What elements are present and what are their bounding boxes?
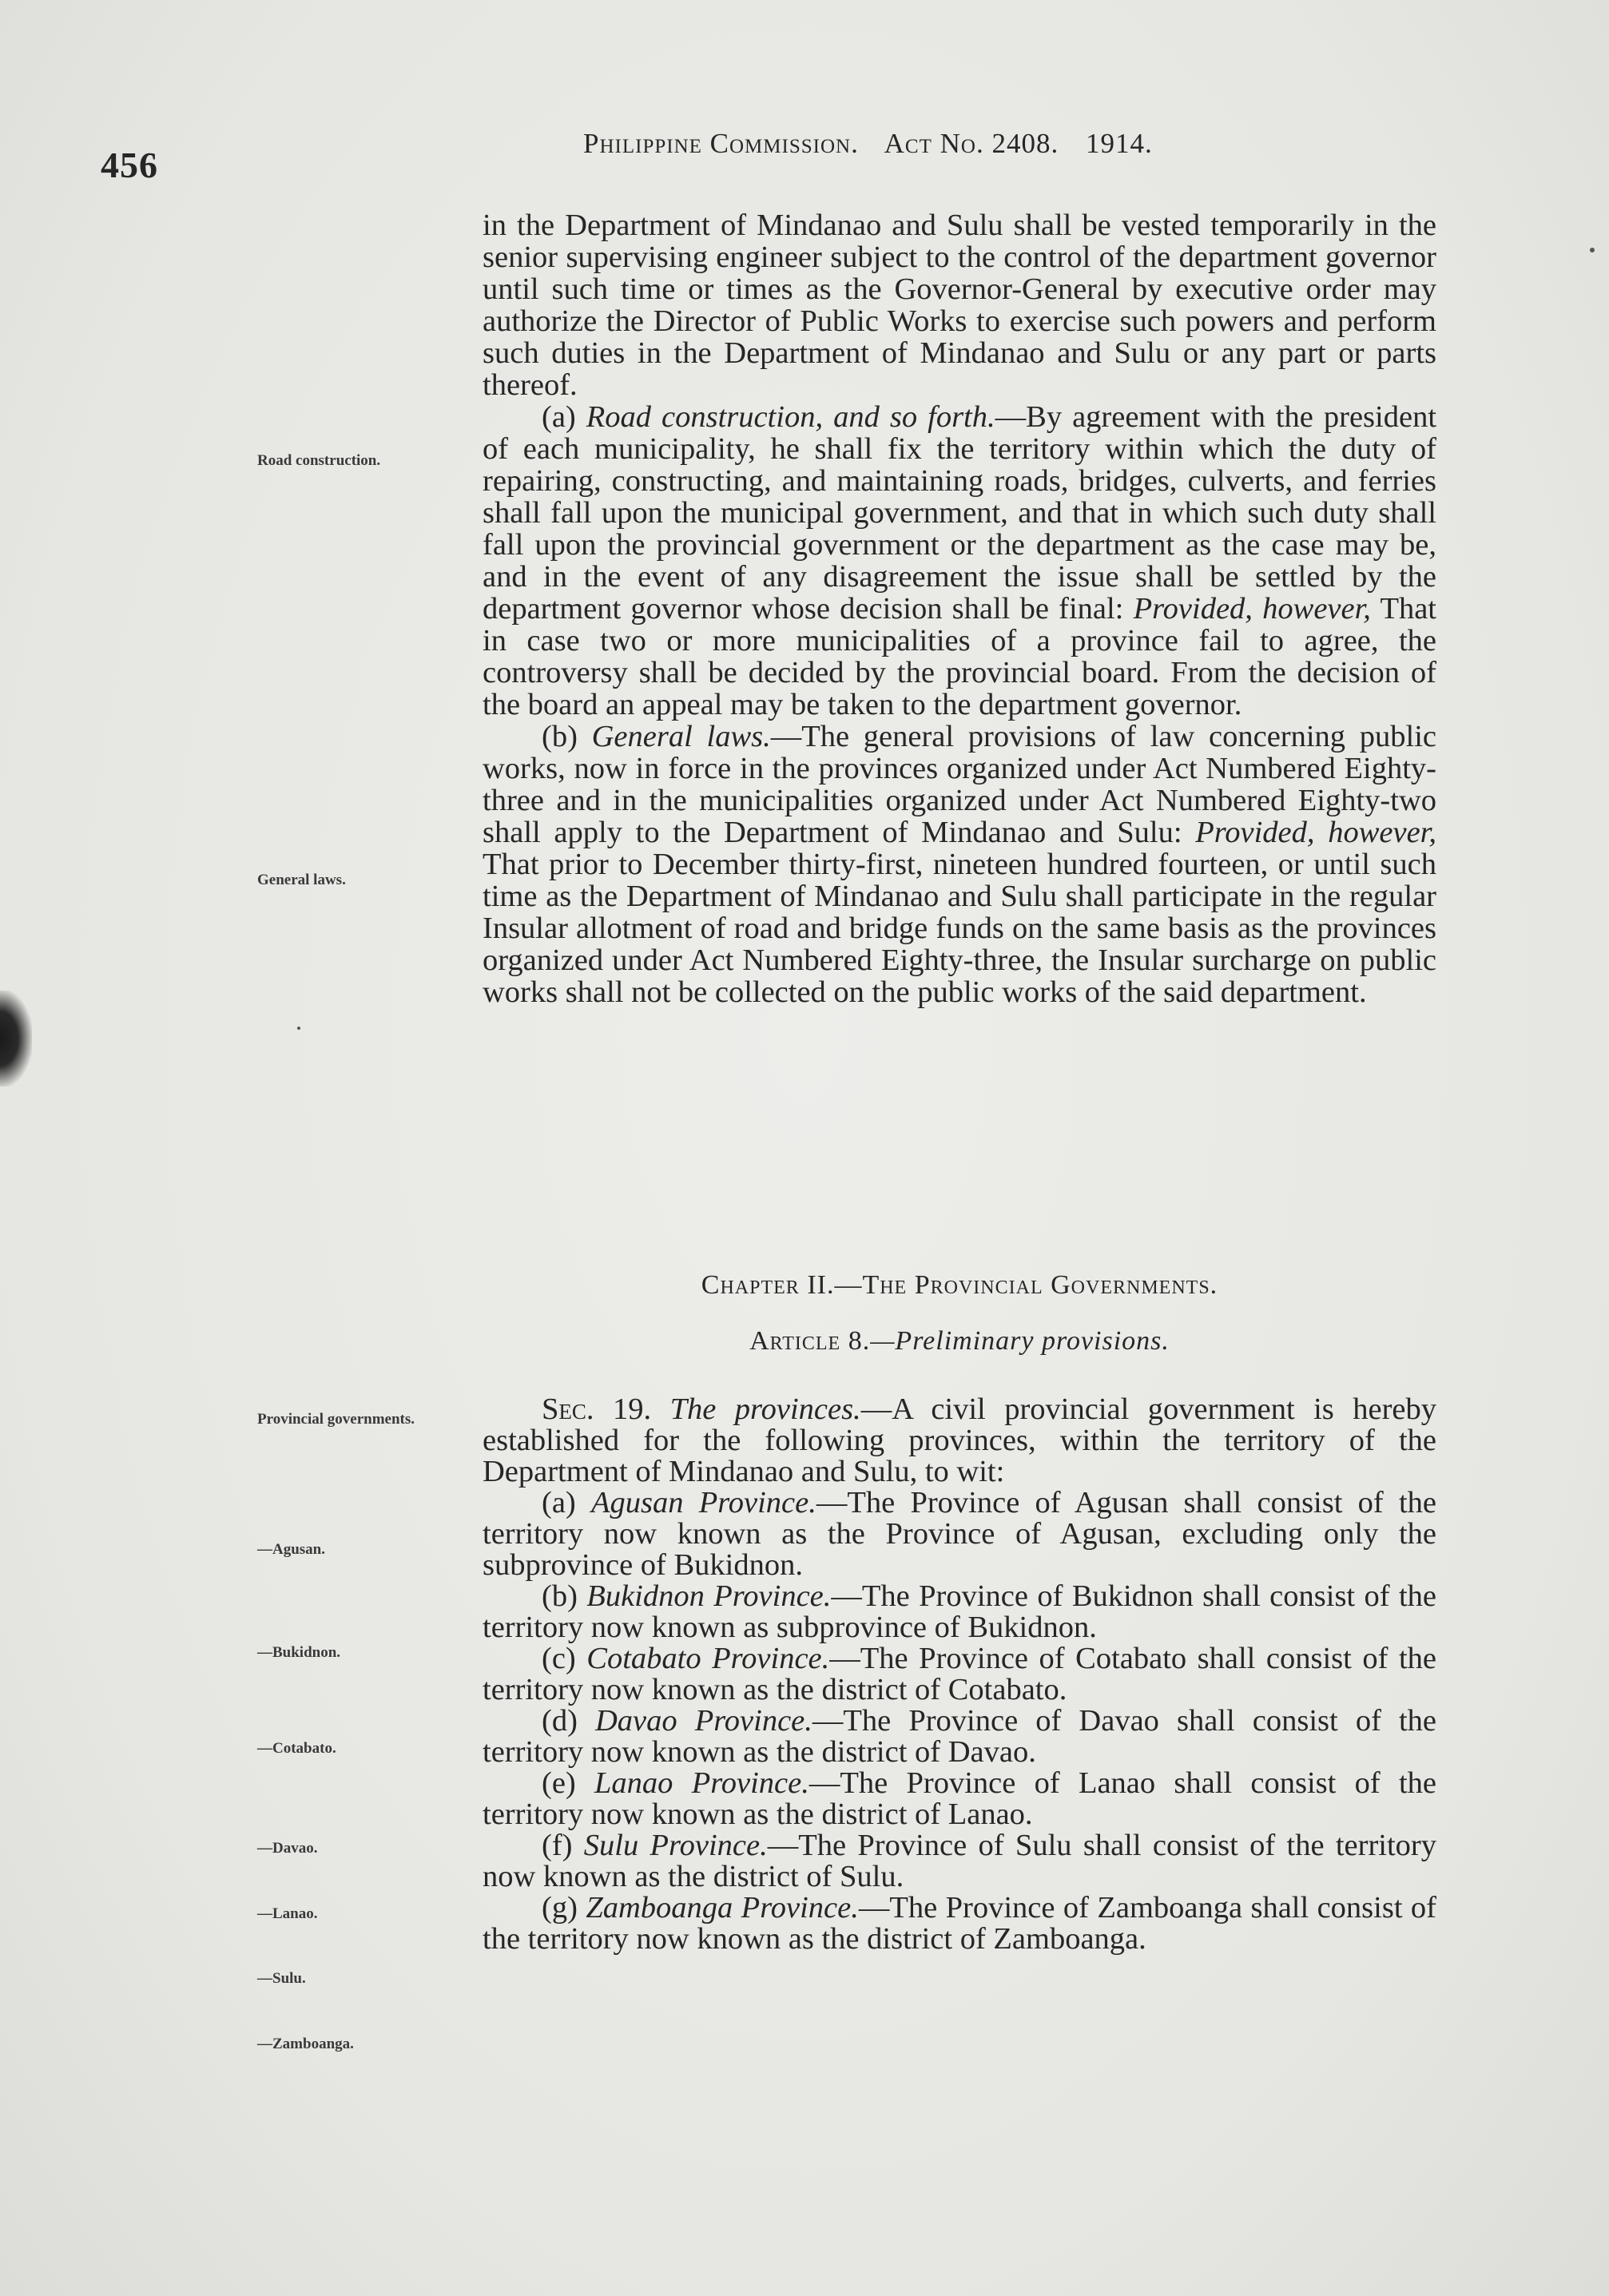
margin-note-cotabato: —Cotabato. [257, 1740, 336, 1757]
province-paragraph [483, 1488, 1436, 1581]
province-marker: (f) [542, 1829, 573, 1862]
province-title: Zamboanga Province. [586, 1891, 859, 1925]
province-marker: (c) [542, 1642, 576, 1675]
province-paragraph [483, 1581, 1436, 1643]
scan-speck [1590, 248, 1595, 252]
province-text: —The Province of Cotabato shall consist of the territory now known as the district of Cotabato. [483, 1642, 1437, 1706]
margin-note-road-construction: Road construction. [257, 452, 381, 469]
margin-note-agusan: —Agusan. [257, 1541, 325, 1558]
margin-note-zamboanga: —Zamboanga. [257, 2036, 354, 2052]
section-label: Sec. 19. [542, 1392, 652, 1426]
province-marker: (a) [542, 1486, 576, 1519]
running-head-year: 1914. [1085, 128, 1153, 159]
province-paragraph [483, 1706, 1436, 1768]
province-text: —The Province of Bukidnon shall consist of the territory now known as subprovince of Bukidnon. [483, 1579, 1436, 1644]
margin-note-davao: —Davao. [257, 1840, 318, 1857]
road-marker: (a) [542, 400, 576, 434]
article-label: Article 8. [749, 1326, 871, 1356]
general-text-1: —The general provisions of law concerning public works, now in force in the provinces organized under Act Numbered Eighty-three and in the municipalities organized under Act Numbered Eighty-two shall apply to the Department of Mindanao and Sulu: [483, 720, 1436, 849]
province-title: Cotabato Province. [586, 1642, 830, 1675]
general-title: General laws. [591, 720, 771, 753]
chapter-heading: Chapter II.—The Provincial Governments. [701, 1270, 1218, 1300]
province-text: —The Province of Lanao shall consist of the territory now known as the district of Lanao. [483, 1766, 1436, 1831]
continuation-paragraph: in the Department of Mindanao and Sulu shall be vested temporarily in the senior supervising engineer subject to the control of the department governor until such time or times as the Governor-General by executive order may authorize the Director of Public Works to exercise such powers and perform such duties in the Department of Mindanao and Sulu or any part or parts thereof. [483, 209, 1436, 402]
general-laws-paragraph [483, 721, 1436, 1008]
margin-note-provincial-governments: Provincial governments. [257, 1411, 415, 1428]
province-title: Sulu Province. [583, 1829, 768, 1862]
margin-note-sulu: —Sulu. [257, 1970, 306, 1987]
scan-speck [297, 1027, 300, 1030]
province-title: Bukidnon Province. [586, 1579, 832, 1613]
road-title: Road construction, and so forth. [586, 400, 995, 434]
upper-body-text [483, 209, 1436, 1008]
province-text: —The Province of Agusan shall consist of the territory now known as the Province of Agusan, excluding only the subprovince of Bukidnon. [483, 1486, 1436, 1582]
province-title: Agusan Province. [590, 1486, 816, 1519]
running-head-act: Act No. 2408. [884, 128, 1059, 159]
province-text: —The Province of Zamboanga shall consist of the territory now known as the district of Zamboanga. [483, 1891, 1436, 1956]
province-text: —The Province of Sulu shall consist of the territory now known as the district of Sulu. [483, 1829, 1436, 1893]
section-title: The provinces. [669, 1392, 861, 1426]
province-title: Davao Province. [595, 1704, 812, 1738]
article-heading [483, 1326, 1436, 1357]
province-marker: (e) [542, 1766, 576, 1800]
running-head [583, 128, 1172, 160]
province-marker: (b) [542, 1579, 578, 1613]
province-marker: (d) [542, 1704, 578, 1738]
section-text: —A civil provincial government is hereby established for the following provinces, within the territory of the Department of Mindanao and Sulu, to wit: [483, 1392, 1437, 1488]
general-proviso: Provided, however, [1195, 816, 1436, 849]
page-number: 456 [101, 145, 158, 185]
running-head-publisher: Philippine Commission. [583, 128, 859, 159]
province-paragraph [483, 1643, 1436, 1706]
road-construction-paragraph [483, 401, 1436, 721]
road-text-1: —By agreement with the president of each municipality, he shall fix the territory within which the duty of repairing, constructing, and maintaining roads, bridges, culverts, and ferries shall fall upon the municipal government, and that in which such duty shall fall upon the provincial government or the department as the case may be, and in the event of any disagreement the issue shall be settled by the department governor whose decision shall be final: [483, 400, 1437, 626]
scan-blot [0, 991, 32, 1086]
margin-note-general-laws: General laws. [257, 872, 346, 888]
province-marker: (g) [542, 1891, 578, 1925]
lower-body-text [483, 1394, 1436, 1955]
general-text-2: That prior to December thirty-first, nineteen hundred fourteen, or until such time as the Department of Mindanao and Sulu shall participate in the regular Insular allotment of road and bridge funds on the same basis as the provinces organized under Act Numbered Eighty-three, the Insular surcharge on public works shall not be collected on the public works of the said department. [483, 848, 1436, 1009]
margin-note-bukidnon: —Bukidnon. [257, 1644, 341, 1661]
road-text-2: That in case two or more municipalities of a province fail to agree, the controversy shall be decided by the provincial board. From the decision of the board an appeal may be taken to the department governor. [483, 592, 1436, 721]
margin-note-lanao: —Lanao. [257, 1905, 318, 1922]
province-text: —The Province of Davao shall consist of the territory now known as the district of Davao. [483, 1704, 1437, 1769]
province-paragraph [483, 1893, 1436, 1955]
general-marker: (b) [542, 720, 578, 753]
road-proviso: Provided, however, [1133, 592, 1371, 626]
section-19-paragraph [483, 1394, 1436, 1488]
article-title: —Preliminary provisions. [870, 1326, 1170, 1356]
province-paragraph [483, 1768, 1436, 1830]
province-paragraph [483, 1830, 1436, 1893]
province-title: Lanao Province. [594, 1766, 809, 1800]
